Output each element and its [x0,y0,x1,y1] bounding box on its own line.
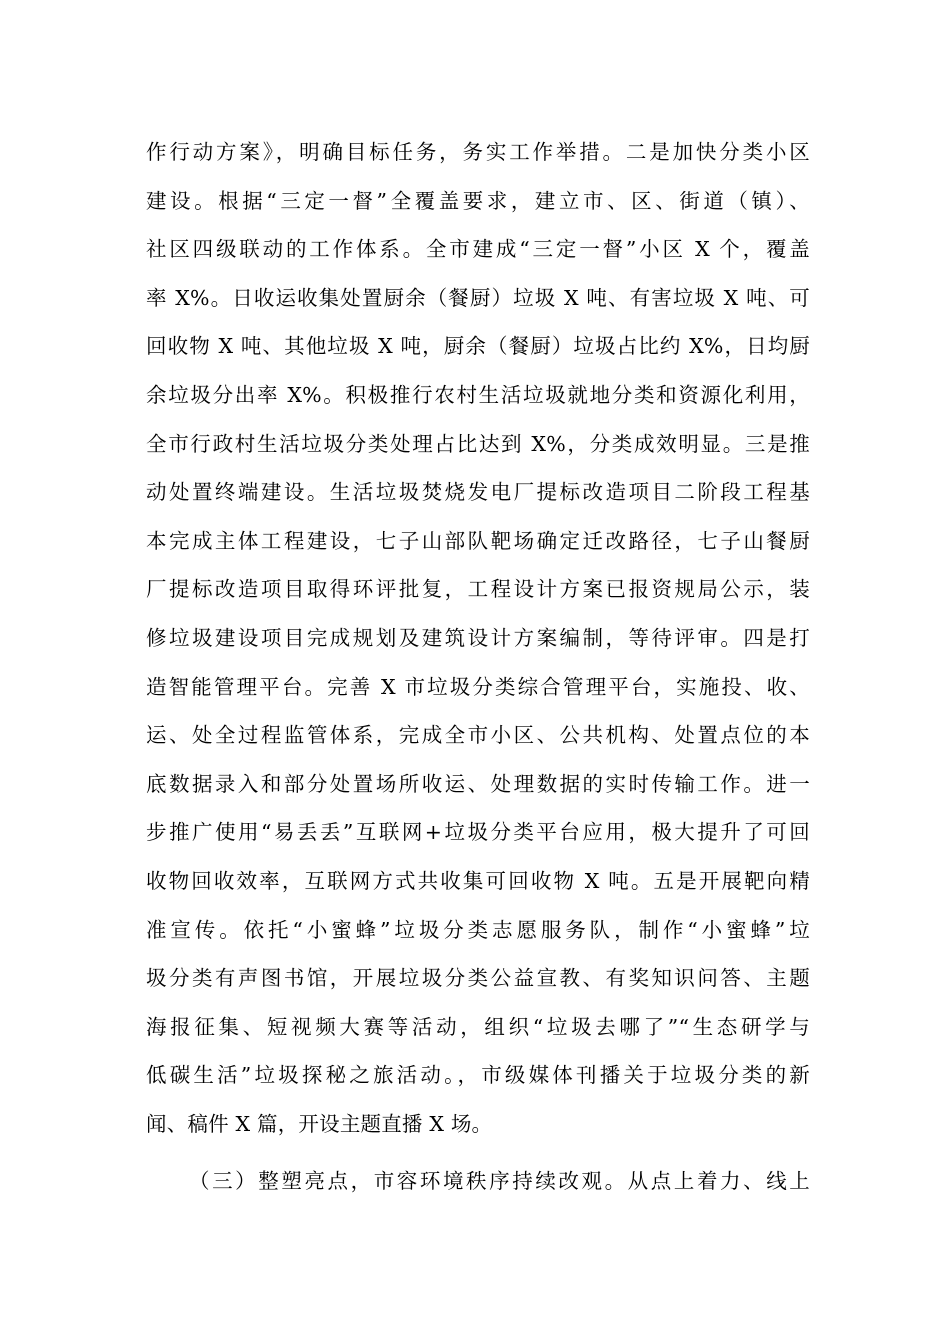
text-line: 率 X%。日收运收集处置厨余（餐厨）垃圾 X 吨、有害垃圾 X 吨、可 [146,285,810,310]
text-line: 回收物 X 吨、其他垃圾 X 吨，厨余（餐厨）垃圾占比约 X%，日均厨 [146,334,810,359]
paragraph-2 [146,1157,810,1206]
body-text [146,128,810,1206]
text-line: 低碳生活”垃圾探秘之旅活动。，市级媒体刊播关于垃圾分类的新 [146,1063,810,1088]
text-line: 运、处全过程监管体系，完成全市小区、公共机构、处置点位的本 [146,723,810,748]
section-heading-line: （三）整塑亮点，市容环境秩序持续改观。从点上着力、线上 [189,1169,810,1194]
text-line: 收物回收效率，互联网方式共收集可回收物 X 吨。五是开展靶向精 [146,868,810,893]
text-line: 建设。根据“三定一督”全覆盖要求，建立市、区、街道（镇）、 [146,188,810,213]
text-line: 本完成主体工程建设，七子山部队靶场确定迁改路径，七子山餐厨 [146,528,810,553]
text-line: 厂提标改造项目取得环评批复，工程设计方案已报资规局公示，装 [146,577,810,602]
paragraph-1 [146,128,810,1148]
text-line: 修垃圾建设项目完成规划及建筑设计方案编制，等待评审。四是打 [146,625,810,650]
text-line: 余垃圾分出率 X%。积极推行农村生活垃圾就地分类和资源化利用， [146,382,810,407]
text-line: 社区四级联动的工作体系。全市建成“三定一督”小区 X 个，覆盖 [146,237,810,262]
text-line: 圾分类有声图书馆，开展垃圾分类公益宣教、有奖知识问答、主题 [146,966,810,991]
text-line: 造智能管理平台。完善 X 市垃圾分类综合管理平台，实施投、收、 [146,674,810,699]
text-line: 闻、稿件 X 篇，开设主题直播 X 场。 [146,1111,493,1136]
text-line: 步推广使用“易丢丢”互联网+垃圾分类平台应用，极大提升了可回 [146,820,810,845]
text-line: 动处置终端建设。生活垃圾焚烧发电厂提标改造项目二阶段工程基 [146,480,810,505]
text-line: 准宣传。依托“小蜜蜂”垃圾分类志愿服务队，制作“小蜜蜂”垃 [146,917,810,942]
text-line: 底数据录入和部分处置场所收运、处理数据的实时传输工作。进一 [146,771,810,796]
text-line: 作行动方案》，明确目标任务，务实工作举措。二是加快分类小区 [146,140,810,164]
text-line: 全市行政村生活垃圾分类处理占比达到 X%，分类成效明显。三是推 [146,431,810,456]
text-line: 海报征集、短视频大赛等活动，组织“垃圾去哪了”“生态研学与 [146,1014,810,1039]
